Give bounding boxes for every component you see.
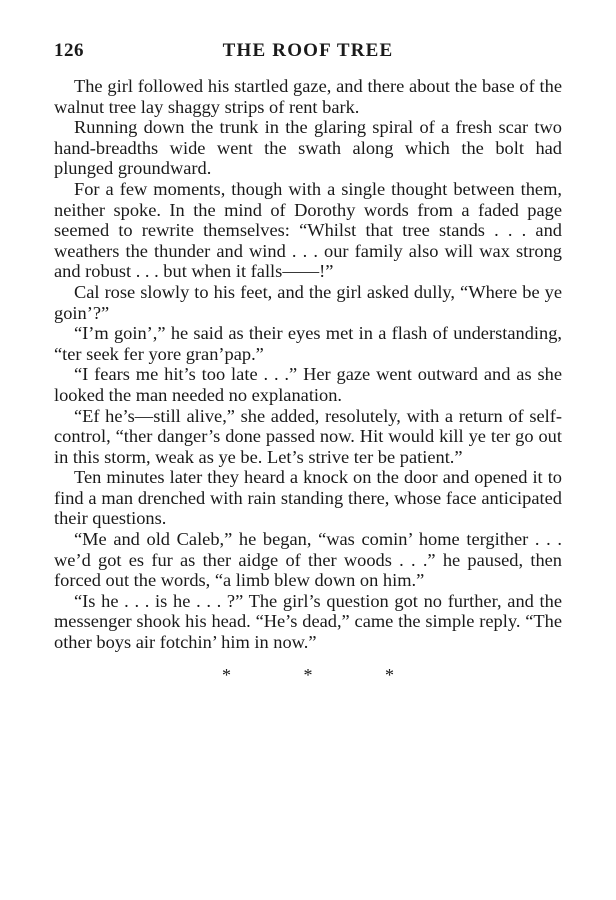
paragraph: “Ef he’s—still alive,” she added, resolutely, with a return of self-control, “ther danger’s done passed now. Hit would kill ye ter go out in this storm, weak as ye be. Let’s strive ter be patient.” — [54, 405, 562, 467]
paragraph: Running down the trunk in the glaring spiral of a fresh scar two hand-breadths wide went the swath along which the bolt had plunged groundward. — [54, 117, 562, 179]
paragraph: “Is he . . . is he . . . ?” The girl’s question got no further, and the messenger shook his head. “He’s dead,” came the simple reply. “The other boys air fotchin’ him in now.” — [54, 590, 562, 653]
paragraph: “Me and old Caleb,” he began, “was comin’ home tergither . . . we’d got es fur as ther aidge of ther woods . . .” he paused, then forced out the words, “a limb blew down on him.” — [54, 529, 562, 591]
paragraph: Ten minutes later they heard a knock on the door and opened it to find a man drenched with rain standing there, whose face anticipated their questions. — [54, 467, 562, 529]
page-header — [54, 40, 562, 68]
paragraph: Cal rose slowly to his feet, and the girl asked dully, “Where be ye goin’?” — [54, 281, 562, 323]
paragraph: “I fears me hit’s too late . . .” Her gaze went outward and as she looked the man needed no explanation. — [54, 364, 562, 405]
paragraph: The girl followed his startled gaze, and there about the base of the walnut tree lay shaggy strips of rent bark. — [54, 76, 562, 117]
page-number: 126 — [54, 40, 84, 61]
paragraph: For a few moments, though with a single thought between them, neither spoke. In the mind of Dorothy words from a faded page seemed to rewrite themselves: “Whilst that tree stands . . . and weathers the thunder and wind . . . our family also will wax strong and robust . . . but when it falls——!” — [54, 178, 562, 282]
paragraph: “I’m goin’,” he said as their eyes met in a flash of understanding, “ter seek fer yore gran’pap.” — [54, 323, 562, 364]
section-break: * * * — [222, 664, 428, 685]
running-head: THE ROOF TREE — [222, 40, 394, 61]
body-text — [54, 76, 562, 653]
book-page — [54, 40, 562, 686]
